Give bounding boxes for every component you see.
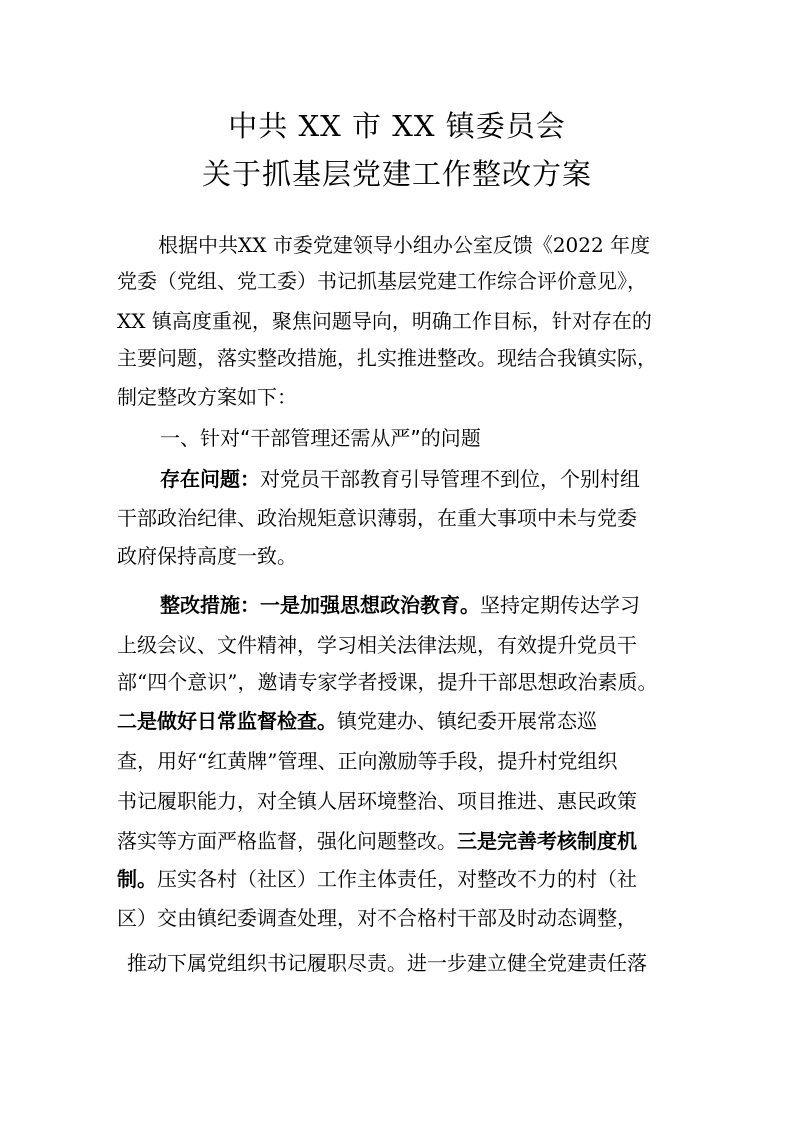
document-title-line1: 中共 XX 市 XX 镇委员会	[228, 109, 566, 143]
paragraph1-line: 制定整改方案如下：	[117, 385, 297, 409]
paragraph1-line: 党委（党组、党工委）书记抓基层党建工作综合评价意见》，	[117, 269, 647, 293]
measures-label: 整改措施：一是加强思想政治教育。	[160, 593, 480, 617]
measures-line: 上级会议、文件精神，学习相关法律法规，有效提升党员干	[117, 633, 637, 657]
measures-line: 部“四个意识”，邀请专家学者授课，提升干部思想政治素质。	[117, 670, 658, 694]
measure3-label-a: 三是完善考核制度机	[457, 829, 637, 853]
paragraph1-line: 根据中共XX 市委党建领导小组办公室反馈《2022 年度	[158, 233, 651, 257]
section1-heading: 一、针对“干部管理还需从严”的问题	[160, 426, 481, 450]
measure3-text: 压实各村（社区）工作主体责任，对整改不力的村（社	[157, 867, 637, 891]
problem-line: 干部政治纪律、政治规矩意识薄弱，在重大事项中未与党委	[117, 506, 637, 530]
measure2-line: 查，用好“红黄牌”管理、正向激励等手段，提升村党组织	[117, 749, 618, 773]
measure2-label: 二是做好日常监督检查。	[117, 709, 337, 733]
problem-line: 政府保持高度一致。	[117, 544, 297, 568]
measure3-second-line	[117, 866, 637, 892]
paragraph1-line: 主要问题，落实整改措施，扎实推进整改。现结合我镇实际，	[117, 346, 657, 370]
measure3-label-b: 制。	[117, 867, 157, 891]
document-title-line2: 关于抓基层党建工作整改方案	[201, 157, 592, 191]
problem-label: 存在问题：	[160, 467, 260, 491]
measure3-line: 区）交由镇纪委调查处理，对不合格村干部及时动态调整，	[117, 906, 637, 930]
problem-text: 对党员干部教育引导管理不到位，个别村组	[260, 467, 640, 491]
measures-text: 坚持定期传达学习	[480, 593, 640, 617]
measure3-prefix: 落实等方面严格监督，强化问题整改。	[117, 829, 457, 853]
paragraph1-line: XX 镇高度重视，聚焦问题导向，明确工作目标，针对存在的	[117, 309, 652, 333]
measures-first-line	[160, 592, 640, 618]
measure3-first-line	[117, 828, 637, 854]
problem-first-line	[160, 466, 640, 492]
measure2-first-line	[117, 708, 597, 734]
measure2-text: 镇党建办、镇纪委开展常态巡	[337, 709, 597, 733]
measure2-line: 书记履职能力，对全镇人居环境整治、项目推进、惠民政策	[117, 789, 637, 813]
measure3-line: 推动下属党组织书记履职尽责。进一步建立健全党建责任落	[127, 951, 647, 975]
